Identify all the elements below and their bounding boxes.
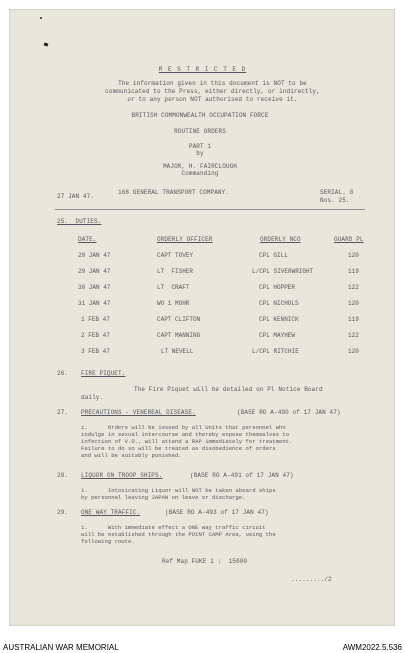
- col-orderly-officer: ORDERLY OFFICER: [157, 236, 213, 243]
- duty-row: [0, 252, 386, 260]
- duty-nco: CPL NICHOLS: [259, 300, 299, 307]
- duty-officer: LT FISHER: [157, 268, 194, 275]
- duty-officer: LT CRAFT: [157, 284, 190, 291]
- unit-name: 168 GENERAL TRANSPORT COMPANY.: [118, 189, 230, 196]
- duty-date: 30 JAN 47: [78, 284, 111, 291]
- duty-date: 1 FEB 47: [81, 316, 110, 323]
- duty-date: 28 JAN 47: [78, 252, 111, 259]
- col-guard-pl: GUARD PL: [334, 236, 364, 243]
- duty-row: [0, 332, 386, 340]
- part-label: PART 1: [188, 143, 212, 150]
- vd-line-5: and will be suitably punished.: [81, 452, 182, 459]
- duty-officer: WO 1 MOHR: [157, 300, 190, 307]
- notice-line-3: or to any person NOT authorised to receive it.: [127, 96, 298, 103]
- one-way-line-2: will be established through the POINT CAMP Area, using the: [81, 531, 276, 538]
- duty-row: [0, 300, 386, 308]
- duty-nco: CPL GILL: [259, 252, 288, 259]
- duty-date: 31 JAN 47: [78, 300, 111, 307]
- major-name: MAJOR, H. FAIRCLOUGH: [162, 163, 237, 170]
- duty-row: [0, 348, 386, 356]
- one-way-line-3: following route.: [81, 538, 135, 545]
- notice-line-1: The information given in this document is NOT to be: [118, 80, 307, 87]
- one-way-ref: (BASE RO A-493 of 17 JAN 47): [165, 509, 269, 516]
- duty-guard: 119: [348, 268, 359, 275]
- col-orderly-nco: ORDERLY NCO: [260, 236, 301, 243]
- duty-row: [0, 316, 386, 324]
- punch-mark-small: [40, 17, 42, 19]
- duty-date: 29 JAN 47: [78, 268, 111, 275]
- order-numbers: Nos. 25.: [320, 197, 350, 204]
- duty-officer: CAPT TOVEY: [157, 252, 194, 259]
- duty-guard: 119: [348, 316, 359, 323]
- duty-nco: L/CPL SIVERWRIGHT: [252, 268, 314, 275]
- section-26-number: 26.: [57, 370, 69, 377]
- fire-piquet-body-1: The Fire Piquet will be detailed on Pl Notice Board: [134, 386, 323, 393]
- divider: [55, 209, 365, 210]
- order-date: 27 JAN 47.: [57, 193, 95, 200]
- liquor-ref: (BASE RO A-491 of 17 JAN 47): [190, 472, 294, 479]
- duty-nco: L/CPL RITCHIE: [252, 348, 299, 355]
- duty-row: [0, 284, 386, 292]
- section-28-number: 28.: [57, 472, 69, 479]
- one-way-title: ONE WAY TRAFFIC.: [81, 509, 141, 516]
- footer-accession: AWM2022.5.536: [342, 643, 402, 652]
- section-29-number: 29.: [57, 509, 69, 516]
- section-27-number: 27.: [57, 409, 69, 416]
- duty-nco: CPL MAYHEW: [259, 332, 296, 339]
- commanding-label: Commanding: [181, 170, 219, 177]
- liquor-title: LIQUOR ON TROOP SHIPS.: [81, 472, 163, 479]
- duty-guard: 122: [348, 332, 359, 339]
- duty-guard: 120: [348, 348, 359, 355]
- one-way-line-1: 1. With immediate effect a ONE way traffic circuit: [81, 524, 266, 531]
- restricted-heading: R E S T R I C T E D: [158, 66, 247, 73]
- liquor-line-2: by personnel leaving JAPAN on leave or discharge.: [81, 494, 246, 501]
- duty-date: 2 FEB 47: [81, 332, 110, 339]
- duty-guard: 120: [348, 300, 359, 307]
- ref-map: Ref Map FUKE 1 : 15000: [162, 558, 248, 565]
- duty-row: [0, 268, 386, 276]
- archive-footer: [0, 630, 405, 653]
- by-label: by: [196, 150, 204, 157]
- fire-piquet-body-2: daily.: [81, 394, 104, 401]
- vd-line-1: 1. Orders will be issued by all Units that personnel who: [81, 424, 286, 431]
- vd-ref: (BASE RO A-490 of 17 JAN 47): [237, 409, 341, 416]
- duty-guard: 122: [348, 284, 359, 291]
- duty-nco: CPL KENNICK: [259, 316, 299, 323]
- liquor-line-1: 1. Intoxicating Liquor will NOT be taken aboard ships: [81, 487, 276, 494]
- duties-heading: 25. DUTIES.: [57, 218, 102, 225]
- duty-date: 3 FEB 47: [81, 348, 110, 355]
- routine-orders: ROUTINE ORDERS: [174, 128, 226, 135]
- serial-number: SERIAL. 8: [320, 189, 354, 196]
- duty-officer: LT NEVELL: [161, 348, 194, 355]
- col-date: DATE.: [78, 236, 97, 243]
- duty-officer: CAPT MANNING: [157, 332, 201, 339]
- footer-source: AUSTRALIAN WAR MEMORIAL: [3, 643, 119, 652]
- duty-officer: CAPT CLIFTON: [157, 316, 201, 323]
- fire-piquet-title: FIRE PIQUET.: [81, 370, 126, 377]
- duty-nco: CPL HOPPER: [259, 284, 296, 291]
- vd-line-3: infection of V.D., will attend a RAP immediately for treatment.: [81, 438, 293, 445]
- duty-guard: 120: [348, 252, 359, 259]
- vd-line-4: Failure to do so will be treated as disobedience of orders: [81, 445, 276, 452]
- vd-title: PRECAUTIONS - VENEREAL DISEASE.: [81, 409, 196, 416]
- vd-line-2: indulge in sexual intercourse and thereby expose themselves to: [81, 431, 290, 438]
- continuation-mark: ........./2: [291, 576, 332, 583]
- force-name: BRITISH COMMONWEALTH OCCUPATION FORCE: [131, 112, 269, 119]
- notice-line-2: communicated to the Press, either directly, or indirectly,: [105, 88, 320, 95]
